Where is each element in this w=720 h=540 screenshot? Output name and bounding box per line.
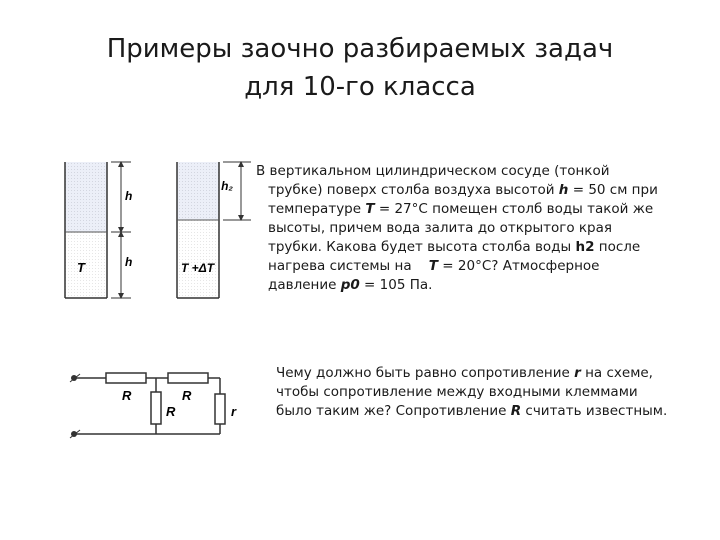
label-r1: R — [122, 388, 132, 403]
left-air-shading — [65, 162, 107, 298]
problem-2-line-3-a: было таким же? Сопротивление — [276, 403, 511, 419]
right-label-h2: h₂ — [221, 179, 233, 193]
left-label-h-bottom: h — [125, 255, 133, 269]
resistor-r3 — [151, 392, 161, 424]
problem-1-line-6-b: = 20°C? Атмосферное — [438, 258, 600, 274]
problem-1-line-6-a: нагрева системы на — [268, 258, 429, 274]
problem-2-line-1-a: Чему должно быть равно сопротивление — [276, 365, 575, 381]
problem-1-line-7-b: = 105 Па. — [359, 277, 433, 293]
problem-1-line-5-a: трубки. Какова будет высота столба воды — [268, 239, 576, 255]
problem-1-line-4: высоты, причем вода залита до открытого края — [268, 220, 612, 236]
problem-1-line-5 — [256, 238, 658, 257]
problem-1-line-2-a: трубке) поверх столба воздуха высотой — [268, 182, 559, 198]
problem-1-line-2 — [256, 181, 658, 200]
page-title — [60, 30, 660, 106]
problem-1-text — [256, 162, 658, 295]
problem-1-line-7 — [256, 276, 658, 295]
title-line-2: для 10-го класса — [244, 72, 476, 102]
problem-1-var-T: T — [365, 201, 375, 217]
problem-1-line-5-b: после — [594, 239, 641, 255]
label-r2: R — [182, 388, 192, 403]
resistor-r2 — [168, 373, 208, 383]
right-air-shading — [177, 162, 219, 298]
problem-2-text — [276, 364, 667, 421]
resistor-r4 — [215, 394, 225, 424]
problem-2-var-r: r — [574, 365, 581, 381]
left-vessel — [65, 162, 132, 298]
label-r4: r — [231, 404, 237, 419]
problem-1-line-1: В вертикальном цилиндрическом сосуде (тонкой — [256, 163, 610, 179]
problem-1-var-h: h — [558, 182, 569, 198]
problem-1-var-p0: p0 — [340, 277, 360, 293]
problem-2-var-R: R — [510, 403, 522, 419]
right-label-T: T +ΔT — [181, 261, 215, 275]
problem-2-line-1-b: на схеме, — [580, 365, 653, 381]
problem-1-var-h2: h2 — [575, 239, 595, 255]
problem-1-line-3 — [256, 200, 658, 219]
problem-2-line-3-b: считать известным. — [521, 403, 668, 419]
problem-2-line-2: чтобы сопротивление между входными клеммами — [276, 384, 638, 400]
problem-2-line-3 — [276, 402, 667, 421]
problem-1-line-3-b: = 27°C помещен столб воды такой же — [374, 201, 654, 217]
label-r3: R — [166, 404, 176, 419]
left-label-T: T — [77, 260, 85, 275]
resistor-r1 — [106, 373, 146, 383]
problem-1-line-2-b: = 50 см при — [568, 182, 658, 198]
problem-2-line-1 — [276, 364, 667, 383]
problem-1-line-7-a: давление — [268, 277, 341, 293]
problem-1-var-dT: T — [428, 258, 438, 274]
left-label-h-top: h — [125, 189, 133, 203]
vessels-diagram — [55, 150, 265, 310]
right-vessel — [177, 162, 251, 298]
problem-1-line-3-a: температуре — [268, 201, 366, 217]
circuit-diagram — [60, 358, 260, 448]
title-line-1: Примеры заочно разбираемых задач — [106, 34, 614, 64]
problem-1-line-6 — [256, 257, 658, 276]
